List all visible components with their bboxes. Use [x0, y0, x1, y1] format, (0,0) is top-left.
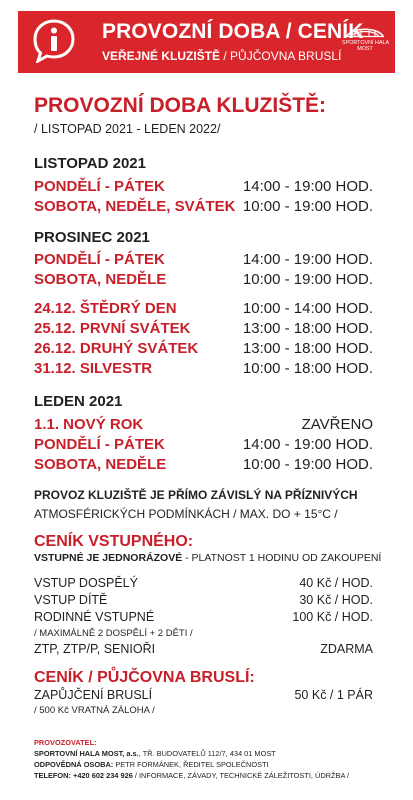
rental-price: 50 Kč / 1 PÁR	[294, 688, 373, 702]
rental-title: CENÍK / PŮJČOVNA BRUSLÍ:	[34, 669, 255, 686]
admission-subtitle: VSTUPNÉ JE JEDNORÁZOVÉ - PLATNOST 1 HODINU OD ZAKOUPENÍ	[34, 552, 382, 564]
free-entry-price: ZDARMA	[320, 642, 373, 656]
time-value: 10:00 - 19:00 HOD.	[242, 198, 373, 215]
rental-deposit: / 500 Kč VRATNÁ ZÁLOHA /	[34, 705, 155, 716]
day-label: SOBOTA, NEDĚLE	[34, 456, 167, 473]
day-label: SOBOTA, NEDĚLE	[34, 271, 167, 288]
time-value: 10:00 - 19:00 HOD.	[242, 456, 373, 473]
admission-title: CENÍK VSTUPNÉHO:	[34, 533, 194, 550]
header-title: PROVOZNÍ DOBA / CENÍK	[102, 20, 364, 43]
price-label: VSTUP DOSPĚLÝ	[34, 576, 138, 590]
sports-hall-logo	[342, 24, 388, 68]
operator-label: PROVOZOVATEL:	[34, 738, 97, 747]
weather-note-line-1: PROVOZ KLUZIŠTĚ JE PŘÍMO ZÁVISLÝ NA PŘÍZNIVÝCH	[34, 488, 358, 502]
time-value: 14:00 - 19:00 HOD.	[242, 251, 373, 268]
holiday-label: 26.12. DRUHÝ SVÁTEK	[34, 340, 199, 357]
price-value: 30 Kč / HOD.	[299, 593, 373, 607]
hours-period: / LISTOPAD 2021 - LEDEN 2022/	[34, 122, 221, 136]
time-value: 14:00 - 19:00 HOD.	[242, 436, 373, 453]
logo-line-1: SPORTOVNÍ HALA	[342, 40, 390, 46]
weather-note-line-2: ATMOSFÉRICKÝCH PODMÍNKÁCH / MAX. DO + 15°C /	[34, 507, 338, 521]
time-value: 13:00 - 18:00 HOD.	[242, 340, 373, 357]
month-label-december: PROSINEC 2021	[34, 229, 150, 246]
day-label: 1.1. NOVÝ ROK	[34, 416, 144, 433]
family-note: / MAXIMÁLNĚ 2 DOSPĚLÍ + 2 DĚTI /	[34, 628, 193, 639]
operator-line: SPORTOVNÍ HALA MOST, a.s., TŘ. BUDOVATELŮ 112/7, 434 01 MOST	[34, 749, 276, 758]
free-entry-label: ZTP, ZTP/P, SENIOŘI	[34, 642, 156, 656]
price-label: RODINNÉ VSTUPNÉ	[34, 610, 155, 624]
time-value: 14:00 - 19:00 HOD.	[242, 178, 373, 195]
hours-title: PROVOZNÍ DOBA KLUZIŠTĚ:	[34, 94, 327, 117]
month-label-november: LISTOPAD 2021	[34, 155, 146, 172]
price-label: VSTUP DÍTĚ	[34, 593, 108, 607]
time-value: 13:00 - 18:00 HOD.	[242, 320, 373, 337]
time-value: 10:00 - 18:00 HOD.	[242, 360, 373, 377]
rental-label: ZAPŮJČENÍ BRUSLÍ	[34, 688, 153, 702]
time-value: 10:00 - 14:00 HOD.	[242, 300, 373, 317]
header-subtitle: VEŘEJNÉ KLUZIŠTĚ / PŮJČOVNA BRUSLÍ	[102, 49, 342, 63]
sports-hall-logo-icon	[345, 24, 385, 38]
time-value: 10:00 - 19:00 HOD.	[242, 271, 373, 288]
day-label: PONDĚLÍ - PÁTEK	[34, 436, 165, 453]
logo-line-2: MOST	[357, 46, 373, 52]
info-icon	[32, 19, 76, 63]
month-label-january: LEDEN 2021	[34, 393, 123, 410]
manager-line: ODPOVĚDNÁ OSOBA: PETR FORMÁNEK, ŘEDITEL SPOLEČNOSTI	[34, 760, 269, 769]
header-banner	[18, 11, 395, 73]
holiday-label: 25.12. PRVNÍ SVÁTEK	[34, 320, 191, 337]
day-label: PONDĚLÍ - PÁTEK	[34, 251, 165, 268]
holiday-label: 31.12. SILVESTR	[34, 360, 153, 377]
day-label: PONDĚLÍ - PÁTEK	[34, 178, 165, 195]
price-value: 40 Kč / HOD.	[299, 576, 373, 590]
phone-line: TELEFON: +420 602 234 926 / INFORMACE, ZÁVADY, TECHNICKÉ ZÁLEŽITOSTI, ÚDRŽBA /	[34, 771, 350, 780]
time-value: ZAVŘENO	[301, 416, 373, 433]
day-label: SOBOTA, NEDĚLE, SVÁTEK	[34, 198, 236, 215]
holiday-label: 24.12. ŠTĚDRÝ DEN	[34, 300, 177, 317]
price-value: 100 Kč / HOD.	[292, 610, 373, 624]
